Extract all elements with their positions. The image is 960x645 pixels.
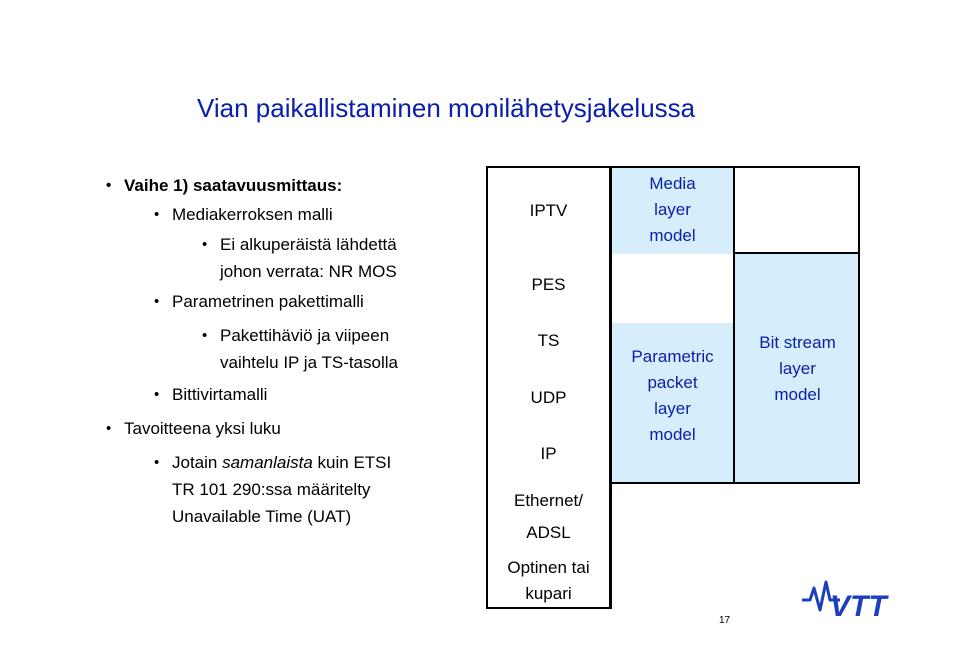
bullet-dot: •	[202, 327, 208, 344]
model-frame-bottom	[610, 482, 860, 484]
layer-pes: PES	[531, 275, 566, 294]
bullet-text: TR 101 290:ssa määritelty	[172, 480, 371, 499]
layer-optical: Optinen tai	[507, 558, 590, 577]
bullet-text: Pakettihäviö ja viipeen	[220, 326, 390, 345]
bullet-dot: •	[202, 236, 208, 253]
bullet-text: Parametrinen pakettimalli	[172, 292, 364, 311]
label-line: layer	[779, 359, 816, 378]
bullet-etsi	[154, 449, 392, 530]
label-line: Parametric	[631, 347, 714, 366]
bullet-bitstream	[154, 381, 268, 408]
bullet-italic: samanlaista	[222, 453, 313, 472]
bullet-no-source	[202, 231, 397, 285]
label-line: layer	[654, 200, 691, 219]
layer-ts: TS	[537, 331, 560, 350]
model-frame-gap	[610, 254, 735, 323]
media-layer-model-label	[610, 171, 735, 249]
protocol-stack	[486, 166, 611, 609]
label-line: packet	[647, 373, 698, 392]
slide-title: Vian paikallistaminen monilähetysjakelussa	[197, 93, 696, 123]
bullet-dot: •	[106, 420, 112, 437]
bullet-dot: •	[154, 206, 160, 223]
bullet-text: Bittivirtamalli	[172, 385, 268, 404]
label-line: model	[774, 385, 821, 404]
bullet-text: johon verrata: NR MOS	[220, 262, 397, 281]
bullet-text: kuin ETSI	[312, 453, 392, 472]
bullet-text: Vaihe 1) saatavuusmittaus:	[124, 176, 343, 195]
layer-ip: IP	[540, 444, 557, 463]
model-frame-top	[735, 166, 860, 254]
label-line: Media	[649, 174, 696, 193]
bullet-text: Unavailable Time (UAT)	[172, 507, 352, 526]
page-number: 17	[719, 615, 731, 626]
label-line: Bit stream	[759, 333, 836, 352]
vtt-logo-icon	[800, 574, 915, 620]
label-line: model	[649, 226, 696, 245]
bullet-dot: •	[154, 386, 160, 403]
layer-udp: UDP	[530, 388, 567, 407]
bullet-text: Mediakerroksen malli	[172, 205, 333, 224]
layer-adsl: ADSL	[526, 523, 571, 542]
bullet-dot: •	[154, 454, 160, 471]
label-line: layer	[654, 399, 691, 418]
bullet-dot: •	[154, 293, 160, 310]
bullet-parametric	[154, 288, 364, 315]
bullet-dot: •	[106, 177, 112, 194]
bullet-media-layer	[154, 201, 333, 228]
layer-ethernet: Ethernet/	[514, 491, 583, 510]
bullet-phase1	[106, 172, 343, 199]
layer-copper: kupari	[525, 584, 572, 603]
label-line: model	[649, 425, 696, 444]
bullet-packet-loss	[202, 322, 398, 376]
bullet-text: vaihtelu IP ja TS-tasolla	[220, 353, 398, 372]
bitstream-model-label	[735, 330, 860, 408]
layer-iptv: IPTV	[529, 201, 568, 220]
bullet-text: Ei alkuperäistä lähdettä	[220, 235, 397, 254]
svg-text:VTT: VTT	[830, 590, 887, 620]
bullet-text: Jotain	[172, 453, 223, 472]
parametric-model-label	[610, 344, 735, 448]
bullet-goal	[106, 415, 281, 442]
bullet-text: Tavoitteena yksi luku	[124, 419, 281, 438]
